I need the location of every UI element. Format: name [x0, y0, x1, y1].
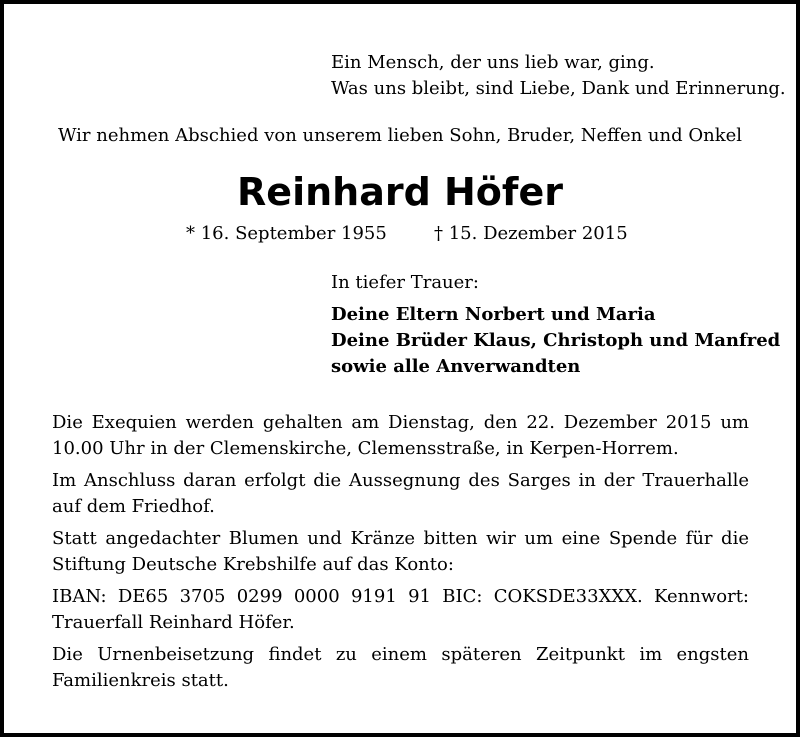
mourners-heading: In tiefer Trauer: — [331, 272, 479, 293]
death-date: † 15. Dezember 2015 — [434, 223, 628, 244]
deceased-name: Reinhard Höfer — [237, 170, 563, 214]
mourner-line: Deine Eltern Norbert und Maria — [331, 304, 656, 325]
bank-details-paragraph: IBAN: DE65 3705 0299 0000 9191 91 BIC: COKSDE33XXX. Kennwort: Trauerfall Reinhard Höfer. — [52, 586, 749, 633]
birth-date: * 16. September 1955 — [186, 223, 387, 244]
mourner-line: sowie alle Anverwandten — [331, 356, 581, 377]
mourner-line: Deine Brüder Klaus, Christoph und Manfred — [331, 330, 781, 351]
urn-burial-paragraph: Die Urnenbeisetzung findet zu einem späteren Zeitpunkt im engsten Familienkreis statt. — [52, 644, 749, 691]
donation-paragraph: Statt angedachter Blumen und Kränze bitten wir um eine Spende für die Stiftung Deutsche Krebshilfe auf das Konto: — [52, 528, 749, 575]
motto-line-1: Ein Mensch, der uns lieb war, ging. — [331, 52, 655, 73]
blessing-paragraph: Im Anschluss daran erfolgt die Aussegnung des Sarges in der Trauerhalle auf dem Friedhof. — [52, 470, 749, 517]
funeral-service-paragraph: Die Exequien werden gehalten am Dienstag, den 22. Dezember 2015 um 10.00 Uhr in der Clemenskirche, Clemensstraße, in Kerpen-Horrem. — [52, 412, 749, 459]
intro-line: Wir nehmen Abschied von unserem lieben Sohn, Bruder, Neffen und Onkel — [57, 125, 743, 146]
motto-line-2: Was uns bleibt, sind Liebe, Dank und Erinnerung. — [331, 78, 786, 99]
